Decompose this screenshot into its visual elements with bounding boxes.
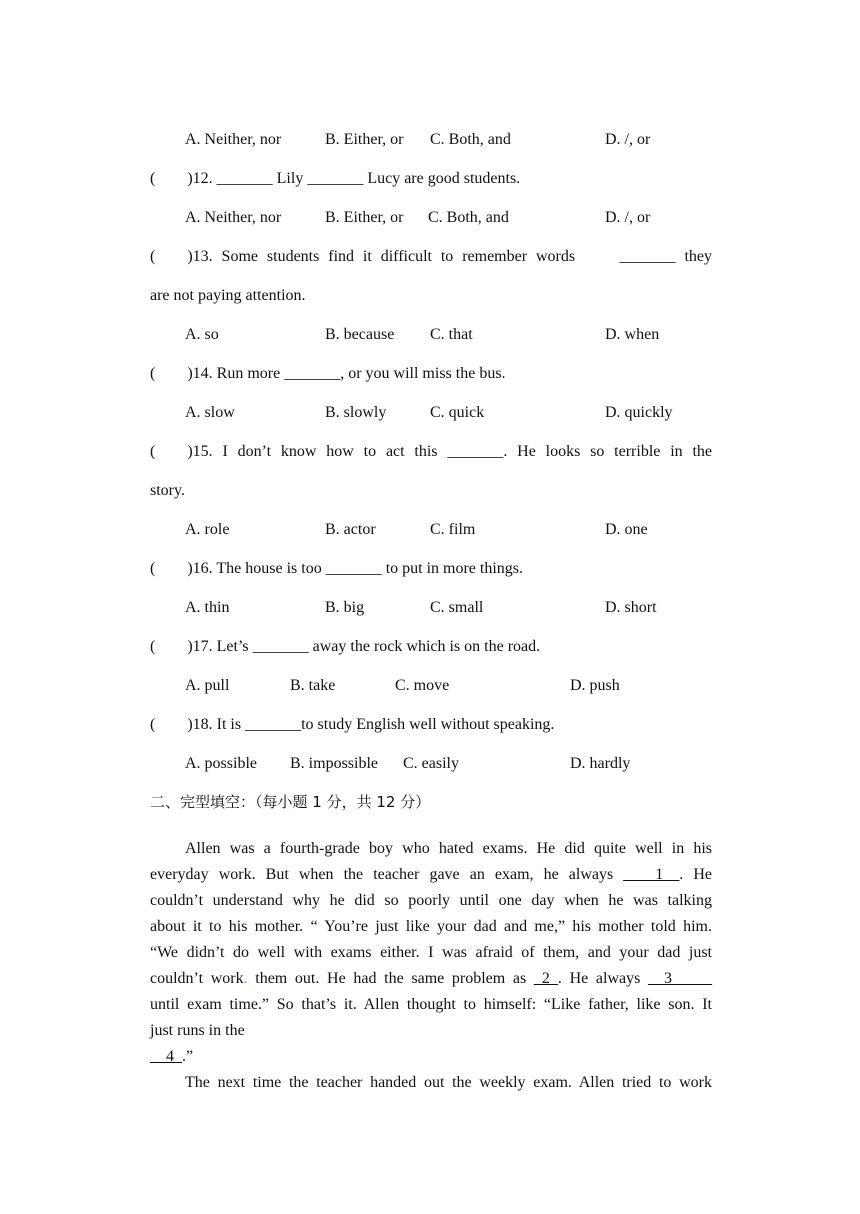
q12-option-a: A. Neither, nor — [185, 209, 282, 226]
q17-option-c: C. move — [395, 677, 450, 694]
passage-text: everyday work. But when the teacher gave an exam, he always — [150, 866, 614, 883]
q14-option-c: C. quick — [430, 404, 485, 421]
q17-option-a: A. pull — [185, 677, 230, 694]
q18-option-b: B. impossible — [290, 755, 379, 772]
highlight-mark: . — [243, 970, 248, 987]
question-text: 14. Run more _______, or you will miss the bus. — [192, 365, 506, 382]
q16-option-b: B. big — [325, 599, 365, 616]
question-text: 18. It is _______to study English well without speaking. — [192, 716, 555, 733]
q15-option-a: A. role — [185, 521, 230, 538]
passage-line: The next time the teacher handed out the weekly exam. Allen tried to work — [185, 1074, 712, 1091]
question-13-line-2: are not paying attention. — [150, 287, 306, 304]
q11-option-a: A. Neither, nor — [185, 131, 282, 148]
question-13-line-1 — [150, 247, 712, 267]
q18-option-a: A. possible — [185, 755, 257, 772]
passage-line: couldn’t understand why he did so poorly until one day when he was talking — [150, 892, 712, 909]
q15-option-b: B. actor — [325, 521, 376, 538]
q14-option-a: A. slow — [185, 404, 235, 421]
answer-paren[interactable]: ( ) — [150, 365, 193, 382]
question-text: 12. _______ Lily _______ Lucy are good students. — [192, 170, 521, 187]
q17-option-b: B. take — [290, 677, 336, 694]
q11-option-d: D. /, or — [605, 131, 651, 148]
passage-line — [150, 862, 712, 888]
passage-text: . He always — [557, 970, 641, 987]
q17-option-d: D. push — [570, 677, 620, 694]
q13-option-a: A. so — [185, 326, 219, 343]
q12-option-b: B. Either, or — [325, 209, 404, 226]
q16-option-c: C. small — [430, 599, 484, 616]
passage-text: .” — [182, 1048, 194, 1065]
question-17 — [150, 637, 712, 657]
q14-option-b: B. slowly — [325, 404, 387, 421]
cloze-passage — [150, 836, 712, 1096]
q16-option-a: A. thin — [185, 599, 230, 616]
question-text: 15. I don’t know how to act this _______. He looks so terrible in the — [192, 443, 712, 460]
answer-paren[interactable]: ( ) — [150, 716, 193, 733]
answer-paren[interactable]: ( ) — [150, 638, 193, 655]
question-16 — [150, 559, 712, 579]
passage-line: until exam time.” So that’s it. Allen thought to himself: “Like father, like son. It — [150, 996, 712, 1013]
q15-option-c: C. film — [430, 521, 476, 538]
q11-option-c: C. Both, and — [430, 131, 511, 148]
q16-option-d: D. short — [605, 599, 657, 616]
q13-option-d: D. when — [605, 326, 660, 343]
question-12 — [150, 169, 712, 189]
blank-1[interactable]: ____1__ — [623, 866, 680, 883]
passage-line: just runs in the — [150, 1022, 245, 1039]
passage-line: “We didn’t do well with exams either. I was afraid of them, and your dad just — [150, 944, 712, 961]
answer-paren[interactable]: ( ) — [150, 248, 193, 265]
question-text: 16. The house is too _______ to put in more things. — [192, 560, 524, 577]
passage-line: about it to his mother. “ You’re just like your dad and me,” his mother told him. — [150, 918, 712, 935]
q15-option-d: D. one — [605, 521, 648, 538]
question-15-line-1 — [150, 442, 712, 462]
answer-paren[interactable]: ( ) — [150, 170, 193, 187]
q13-option-b: B. because — [325, 326, 395, 343]
passage-line: Allen was a fourth-grade boy who hated exams. He did quite well in his — [185, 840, 712, 857]
section-2-heading: 二、完型填空：（每小题 1 分，共 12 分） — [150, 793, 431, 811]
q12-option-d: D. /, or — [605, 209, 651, 226]
q12-option-c: C. Both, and — [428, 209, 509, 226]
blank-2[interactable]: _2_ — [533, 970, 558, 987]
question-text: 13. Some students find it difficult to remember words _______ they — [192, 248, 712, 265]
question-18 — [150, 715, 712, 735]
answer-paren[interactable]: ( ) — [150, 443, 193, 460]
passage-text: them out. He had the same problem as — [247, 970, 527, 987]
passage-text: . He — [679, 866, 713, 883]
question-14 — [150, 364, 712, 384]
blank-4[interactable]: __4_ — [150, 1048, 182, 1065]
passage-line — [150, 1044, 712, 1070]
passage-text: couldn’t work — [150, 970, 244, 987]
q18-option-c: C. easily — [403, 755, 459, 772]
passage-line — [150, 966, 712, 992]
q14-option-d: D. quickly — [605, 404, 673, 421]
blank-3[interactable]: __3_____ — [648, 970, 713, 987]
q18-option-d: D. hardly — [570, 755, 631, 772]
question-text: 17. Let’s _______ away the rock which is on the road. — [192, 638, 541, 655]
q11-option-b: B. Either, or — [325, 131, 404, 148]
answer-paren[interactable]: ( ) — [150, 560, 193, 577]
q13-option-c: C. that — [430, 326, 473, 343]
question-15-line-2: story. — [150, 482, 185, 499]
